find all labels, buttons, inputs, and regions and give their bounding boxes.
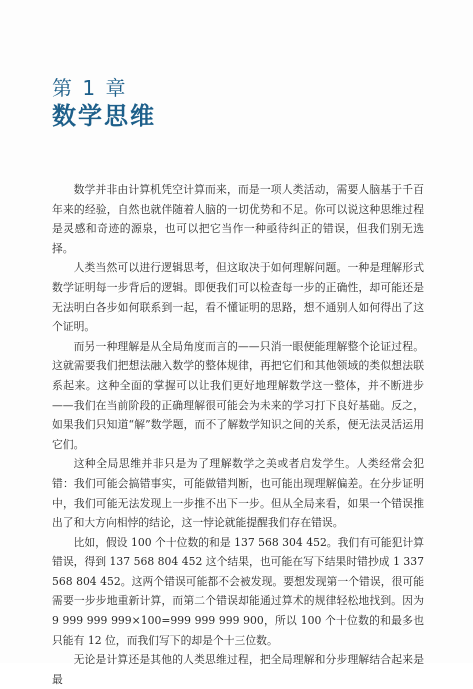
paragraph: 无论是计算还是其他的人类思维过程，把全局理解和分步理解结合起来是最 [52, 653, 424, 686]
paragraph: 而另一种理解是从全局角度而言的——只消一眼便能理解整个论证过程。这就需要我们把想法融入数学的整体规律，再把它们和其他领域的类似想法联系起来。这种全面的掌握可以让我们更好地理解数学这一整体，并不断进步——我们在当前阶段的正确理解很可能会为未来的学习打下良好基础。反之，如果我们只知道“解”数学题，而不了解数学知识之间的关系，便无法灵活运用它们。 [52, 339, 424, 451]
paragraph: 比如，假设 100 个十位数的和是 137 568 304 452。我们有可能犯计算错误，得到 137 568 804 452 这个结果，也可能在写下结果时错抄成 1 337 568 804 452。这两个错误可能都不会被发现。要想发现第一个错误，很可能需要一步步地重新计算，而第二个错误却能通过算术的规律轻松地找到。因为 9 999 999 999×100=999 999 999 900，所以 100 个十位数的和最多也只能有 12 位，而我们写下的却是个十三位数。 [52, 535, 424, 647]
chapter-number: 第 1 章 [52, 76, 128, 100]
paragraph: 数学并非由计算机凭空计算而来，而是一项人类活动，需要人脑基于千百年来的经验，自然也就伴随着人脑的一切优势和不足。你可以说这种思维过程是灵感和奇迹的源泉，也可以把它当作一种亟待纠正的错误，但我们别无选择。 [52, 183, 424, 255]
chapter-title: 数学思维 [52, 102, 156, 130]
paragraph: 这种全局思维并非只是为了理解数学之美或者启发学生。人类经常会犯错：我们可能会搞错事实，可能做错判断，也可能出现理解偏差。在分步证明中，我们可能无法发现上一步推不出下一步。但从全局来看，如果一个错误推出了和大方向相悖的结论，这一悖论就能提醒我们存在错误。 [52, 457, 424, 530]
paragraph: 人类当然可以进行逻辑思考，但这取决于如何理解问题。一种是理解形式数学证明每一步背后的逻辑。即便我们可以检查每一步的正确性，却可能还是无法明白各步如何联系到一起，看不懂证明的思路，想不通别人如何得出了这个证明。 [52, 261, 424, 334]
body-text [52, 180, 424, 689]
